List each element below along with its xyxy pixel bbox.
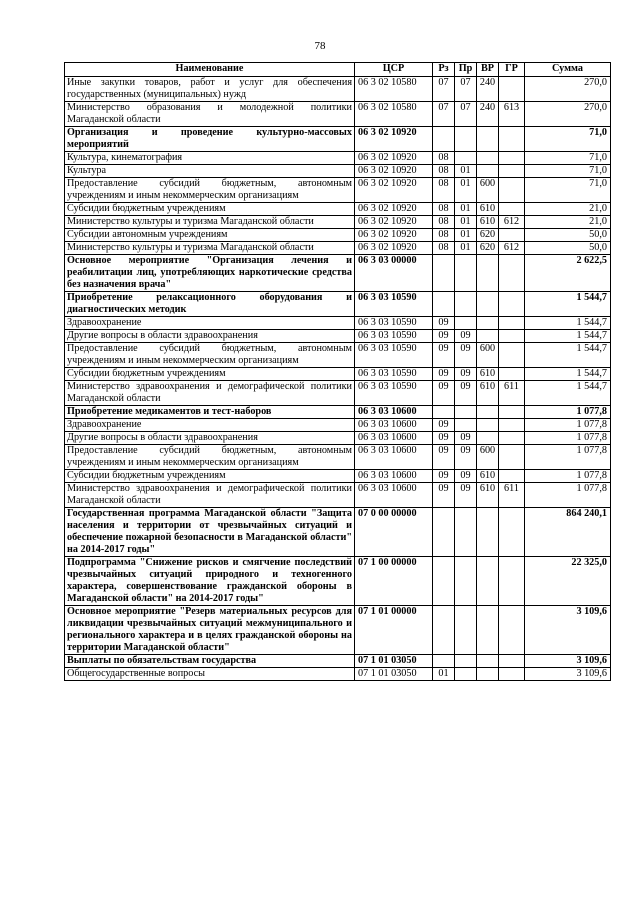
cell-csr: 06 3 03 10600 bbox=[355, 445, 433, 470]
cell-name: Общегосударственные вопросы bbox=[65, 668, 355, 681]
cell-vr: 610 bbox=[477, 203, 499, 216]
cell-name: Министерство образования и молодежной политики Магаданской области bbox=[65, 102, 355, 127]
cell-vr: 610 bbox=[477, 216, 499, 229]
cell-name: Другие вопросы в области здравоохранения bbox=[65, 432, 355, 445]
cell-vr bbox=[477, 655, 499, 668]
cell-csr: 06 3 03 10600 bbox=[355, 483, 433, 508]
cell-name: Министерство здравоохранения и демографической политики Магаданской области bbox=[65, 483, 355, 508]
cell-vr: 600 bbox=[477, 178, 499, 203]
cell-vr bbox=[477, 432, 499, 445]
cell-gr bbox=[499, 432, 525, 445]
cell-name: Субсидии бюджетным учреждениям bbox=[65, 203, 355, 216]
cell-csr: 06 3 03 10600 bbox=[355, 470, 433, 483]
cell-gr bbox=[499, 178, 525, 203]
cell-pr: 09 bbox=[455, 470, 477, 483]
cell-gr bbox=[499, 343, 525, 368]
cell-name: Министерство здравоохранения и демографической политики Магаданской области bbox=[65, 381, 355, 406]
cell-vr: 600 bbox=[477, 445, 499, 470]
cell-vr bbox=[477, 406, 499, 419]
cell-sum: 71,0 bbox=[525, 127, 611, 152]
cell-name: Предоставление субсидий бюджетным, автономным учреждениям и иным некоммерческим организациям bbox=[65, 343, 355, 368]
cell-pr bbox=[455, 127, 477, 152]
cell-rz: 09 bbox=[433, 368, 455, 381]
cell-rz bbox=[433, 127, 455, 152]
table-header-row bbox=[65, 63, 611, 77]
column-header-vr: ВР bbox=[477, 63, 499, 77]
cell-name: Выплаты по обязательствам государства bbox=[65, 655, 355, 668]
cell-sum: 21,0 bbox=[525, 203, 611, 216]
cell-sum: 1 544,7 bbox=[525, 330, 611, 343]
cell-rz: 07 bbox=[433, 77, 455, 102]
cell-sum: 50,0 bbox=[525, 229, 611, 242]
cell-vr bbox=[477, 165, 499, 178]
cell-pr bbox=[455, 508, 477, 557]
cell-name: Основное мероприятие "Резерв материальных ресурсов для ликвидации чрезвычайных ситуаций межмуниципального и регионального характера и в целях гражданской обороны на территории Магаданской области" bbox=[65, 606, 355, 655]
table-row bbox=[65, 406, 611, 419]
table-row bbox=[65, 432, 611, 445]
cell-sum: 1 077,8 bbox=[525, 406, 611, 419]
cell-vr: 610 bbox=[477, 483, 499, 508]
table-row bbox=[65, 165, 611, 178]
table-row bbox=[65, 508, 611, 557]
table-row bbox=[65, 668, 611, 681]
table-row bbox=[65, 229, 611, 242]
cell-sum: 1 544,7 bbox=[525, 317, 611, 330]
cell-csr: 06 3 03 10600 bbox=[355, 406, 433, 419]
cell-vr: 620 bbox=[477, 229, 499, 242]
cell-pr bbox=[455, 255, 477, 292]
cell-rz bbox=[433, 655, 455, 668]
cell-sum: 864 240,1 bbox=[525, 508, 611, 557]
cell-vr bbox=[477, 255, 499, 292]
table-row bbox=[65, 445, 611, 470]
cell-csr: 06 3 02 10920 bbox=[355, 178, 433, 203]
cell-gr bbox=[499, 229, 525, 242]
cell-pr bbox=[455, 292, 477, 317]
cell-pr: 01 bbox=[455, 165, 477, 178]
cell-name: Подпрограмма "Снижение рисков и смягчение последствий чрезвычайных ситуаций природного и техногенного характера, совершенствование гражданской обороны в Магаданской области" на 2014-2017 годы" bbox=[65, 557, 355, 606]
cell-name: Иные закупки товаров, работ и услуг для обеспечения государственных (муниципальных) нужд bbox=[65, 77, 355, 102]
cell-name: Основное мероприятие "Организация лечения и реабилитации лиц, употребляющих наркотические средства без назначения врача" bbox=[65, 255, 355, 292]
cell-gr bbox=[499, 127, 525, 152]
cell-csr: 06 3 03 10590 bbox=[355, 292, 433, 317]
cell-sum: 1 077,8 bbox=[525, 445, 611, 470]
cell-rz: 09 bbox=[433, 330, 455, 343]
cell-name: Другие вопросы в области здравоохранения bbox=[65, 330, 355, 343]
cell-rz: 09 bbox=[433, 483, 455, 508]
cell-gr bbox=[499, 557, 525, 606]
cell-vr bbox=[477, 606, 499, 655]
budget-table bbox=[64, 62, 611, 681]
table-row bbox=[65, 203, 611, 216]
cell-sum: 71,0 bbox=[525, 152, 611, 165]
cell-name: Здравоохранение bbox=[65, 419, 355, 432]
cell-name: Государственная программа Магаданской области "Защита населения и территории от чрезвычайных ситуаций и обеспечение пожарной безопасности в Магаданской области" на 2014-2017 годы" bbox=[65, 508, 355, 557]
cell-sum: 2 622,5 bbox=[525, 255, 611, 292]
table-row bbox=[65, 292, 611, 317]
table-row bbox=[65, 655, 611, 668]
cell-gr bbox=[499, 419, 525, 432]
cell-sum: 1 544,7 bbox=[525, 343, 611, 368]
cell-name: Культура, кинематография bbox=[65, 152, 355, 165]
cell-pr bbox=[455, 419, 477, 432]
cell-rz: 09 bbox=[433, 343, 455, 368]
cell-vr: 240 bbox=[477, 102, 499, 127]
cell-sum: 3 109,6 bbox=[525, 668, 611, 681]
cell-gr bbox=[499, 445, 525, 470]
cell-gr bbox=[499, 606, 525, 655]
cell-gr bbox=[499, 255, 525, 292]
cell-gr: 612 bbox=[499, 216, 525, 229]
cell-gr bbox=[499, 470, 525, 483]
cell-name: Предоставление субсидий бюджетным, автономным учреждениям и иным некоммерческим организациям bbox=[65, 445, 355, 470]
cell-rz bbox=[433, 292, 455, 317]
cell-csr: 06 3 02 10920 bbox=[355, 152, 433, 165]
cell-rz bbox=[433, 406, 455, 419]
cell-gr bbox=[499, 655, 525, 668]
cell-vr bbox=[477, 668, 499, 681]
cell-csr: 06 3 02 10920 bbox=[355, 242, 433, 255]
cell-csr: 06 3 02 10580 bbox=[355, 77, 433, 102]
table-row bbox=[65, 557, 611, 606]
cell-pr bbox=[455, 668, 477, 681]
cell-csr: 06 3 03 10590 bbox=[355, 343, 433, 368]
column-header-name: Наименование bbox=[65, 63, 355, 77]
cell-gr bbox=[499, 317, 525, 330]
table-row bbox=[65, 216, 611, 229]
cell-pr bbox=[455, 152, 477, 165]
table-row bbox=[65, 470, 611, 483]
cell-sum: 71,0 bbox=[525, 165, 611, 178]
cell-sum: 3 109,6 bbox=[525, 606, 611, 655]
cell-rz: 08 bbox=[433, 216, 455, 229]
cell-pr: 01 bbox=[455, 216, 477, 229]
cell-vr bbox=[477, 127, 499, 152]
cell-csr: 06 3 02 10920 bbox=[355, 203, 433, 216]
cell-rz: 09 bbox=[433, 317, 455, 330]
cell-csr: 07 1 01 03050 bbox=[355, 655, 433, 668]
cell-rz: 09 bbox=[433, 419, 455, 432]
cell-gr bbox=[499, 668, 525, 681]
cell-vr: 610 bbox=[477, 381, 499, 406]
table-row bbox=[65, 242, 611, 255]
cell-rz: 09 bbox=[433, 432, 455, 445]
table-row bbox=[65, 77, 611, 102]
cell-name: Субсидии бюджетным учреждениям bbox=[65, 470, 355, 483]
cell-csr: 06 3 03 10600 bbox=[355, 432, 433, 445]
cell-sum: 3 109,6 bbox=[525, 655, 611, 668]
cell-rz bbox=[433, 606, 455, 655]
column-header-csr: ЦСР bbox=[355, 63, 433, 77]
cell-rz: 08 bbox=[433, 242, 455, 255]
cell-sum: 1 544,7 bbox=[525, 292, 611, 317]
column-header-gr: ГР bbox=[499, 63, 525, 77]
cell-csr: 07 1 01 00000 bbox=[355, 606, 433, 655]
cell-pr: 07 bbox=[455, 102, 477, 127]
cell-pr bbox=[455, 317, 477, 330]
cell-rz: 08 bbox=[433, 165, 455, 178]
cell-sum: 1 544,7 bbox=[525, 368, 611, 381]
cell-pr: 09 bbox=[455, 445, 477, 470]
cell-csr: 06 3 03 10590 bbox=[355, 330, 433, 343]
cell-rz: 08 bbox=[433, 178, 455, 203]
column-header-pr: Пр bbox=[455, 63, 477, 77]
cell-pr: 09 bbox=[455, 343, 477, 368]
cell-rz: 09 bbox=[433, 470, 455, 483]
cell-csr: 06 3 02 10580 bbox=[355, 102, 433, 127]
cell-vr: 620 bbox=[477, 242, 499, 255]
cell-gr bbox=[499, 508, 525, 557]
cell-pr: 01 bbox=[455, 203, 477, 216]
cell-name: Культура bbox=[65, 165, 355, 178]
cell-csr: 06 3 02 10920 bbox=[355, 165, 433, 178]
column-header-rz: Рз bbox=[433, 63, 455, 77]
cell-rz: 09 bbox=[433, 381, 455, 406]
cell-gr bbox=[499, 368, 525, 381]
cell-vr bbox=[477, 317, 499, 330]
page-number: 78 bbox=[314, 40, 326, 52]
cell-csr: 06 3 02 10920 bbox=[355, 229, 433, 242]
cell-pr: 01 bbox=[455, 229, 477, 242]
cell-vr bbox=[477, 292, 499, 317]
table-row bbox=[65, 419, 611, 432]
table-row bbox=[65, 317, 611, 330]
cell-vr: 240 bbox=[477, 77, 499, 102]
cell-gr bbox=[499, 77, 525, 102]
table-row bbox=[65, 255, 611, 292]
cell-name: Здравоохранение bbox=[65, 317, 355, 330]
table-row bbox=[65, 127, 611, 152]
cell-csr: 07 1 01 03050 bbox=[355, 668, 433, 681]
cell-pr: 09 bbox=[455, 483, 477, 508]
cell-pr bbox=[455, 606, 477, 655]
cell-csr: 06 3 02 10920 bbox=[355, 216, 433, 229]
cell-pr: 07 bbox=[455, 77, 477, 102]
cell-gr: 612 bbox=[499, 242, 525, 255]
cell-vr: 610 bbox=[477, 368, 499, 381]
cell-name: Субсидии автономным учреждениям bbox=[65, 229, 355, 242]
cell-sum: 50,0 bbox=[525, 242, 611, 255]
cell-pr: 01 bbox=[455, 178, 477, 203]
cell-name: Министерство культуры и туризма Магаданской области bbox=[65, 242, 355, 255]
cell-vr bbox=[477, 330, 499, 343]
table-body bbox=[65, 77, 611, 681]
cell-name: Организация и проведение культурно-массовых мероприятий bbox=[65, 127, 355, 152]
cell-csr: 07 1 00 00000 bbox=[355, 557, 433, 606]
cell-name: Министерство культуры и туризма Магаданской области bbox=[65, 216, 355, 229]
cell-sum: 22 325,0 bbox=[525, 557, 611, 606]
cell-rz bbox=[433, 255, 455, 292]
cell-rz: 01 bbox=[433, 668, 455, 681]
cell-gr bbox=[499, 330, 525, 343]
cell-rz: 09 bbox=[433, 445, 455, 470]
cell-rz: 07 bbox=[433, 102, 455, 127]
table-row bbox=[65, 483, 611, 508]
cell-name: Субсидии бюджетным учреждениям bbox=[65, 368, 355, 381]
cell-vr: 610 bbox=[477, 470, 499, 483]
cell-rz: 08 bbox=[433, 152, 455, 165]
cell-gr bbox=[499, 406, 525, 419]
cell-rz: 08 bbox=[433, 203, 455, 216]
cell-sum: 21,0 bbox=[525, 216, 611, 229]
cell-csr: 06 3 03 10600 bbox=[355, 419, 433, 432]
cell-csr: 06 3 02 10920 bbox=[355, 127, 433, 152]
cell-pr: 09 bbox=[455, 381, 477, 406]
cell-pr bbox=[455, 406, 477, 419]
cell-gr: 613 bbox=[499, 102, 525, 127]
table-row bbox=[65, 102, 611, 127]
cell-gr: 611 bbox=[499, 381, 525, 406]
cell-sum: 1 077,8 bbox=[525, 470, 611, 483]
table-row bbox=[65, 330, 611, 343]
cell-gr bbox=[499, 292, 525, 317]
cell-csr: 06 3 03 00000 bbox=[355, 255, 433, 292]
table-row bbox=[65, 368, 611, 381]
cell-rz bbox=[433, 508, 455, 557]
cell-pr bbox=[455, 557, 477, 606]
cell-gr bbox=[499, 165, 525, 178]
cell-vr: 600 bbox=[477, 343, 499, 368]
table-row bbox=[65, 343, 611, 368]
table-row bbox=[65, 606, 611, 655]
cell-csr: 06 3 03 10590 bbox=[355, 368, 433, 381]
cell-sum: 1 077,8 bbox=[525, 483, 611, 508]
cell-vr bbox=[477, 152, 499, 165]
cell-pr bbox=[455, 655, 477, 668]
cell-csr: 07 0 00 00000 bbox=[355, 508, 433, 557]
cell-sum: 1 077,8 bbox=[525, 432, 611, 445]
cell-sum: 1 544,7 bbox=[525, 381, 611, 406]
cell-sum: 270,0 bbox=[525, 102, 611, 127]
cell-pr: 09 bbox=[455, 368, 477, 381]
cell-rz bbox=[433, 557, 455, 606]
cell-vr bbox=[477, 419, 499, 432]
cell-pr: 01 bbox=[455, 242, 477, 255]
cell-pr: 09 bbox=[455, 432, 477, 445]
cell-sum: 71,0 bbox=[525, 178, 611, 203]
cell-sum: 270,0 bbox=[525, 77, 611, 102]
cell-name: Приобретение медикаментов и тест-наборов bbox=[65, 406, 355, 419]
cell-csr: 06 3 03 10590 bbox=[355, 317, 433, 330]
cell-csr: 06 3 03 10590 bbox=[355, 381, 433, 406]
cell-gr: 611 bbox=[499, 483, 525, 508]
cell-name: Приобретение релаксационного оборудования и диагностических методик bbox=[65, 292, 355, 317]
cell-sum: 1 077,8 bbox=[525, 419, 611, 432]
table-row bbox=[65, 381, 611, 406]
cell-name: Предоставление субсидий бюджетным, автономным учреждениям и иным некоммерческим организациям bbox=[65, 178, 355, 203]
cell-gr bbox=[499, 203, 525, 216]
cell-gr bbox=[499, 152, 525, 165]
column-header-sum: Сумма bbox=[525, 63, 611, 77]
cell-vr bbox=[477, 508, 499, 557]
cell-rz: 08 bbox=[433, 229, 455, 242]
cell-pr: 09 bbox=[455, 330, 477, 343]
table-row bbox=[65, 178, 611, 203]
table-row bbox=[65, 152, 611, 165]
cell-vr bbox=[477, 557, 499, 606]
